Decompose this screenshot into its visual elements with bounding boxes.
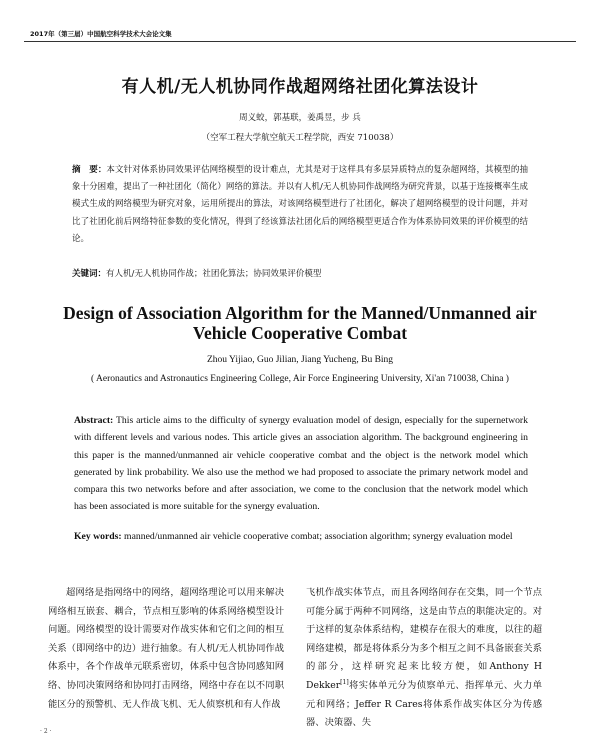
english-title xyxy=(60,303,540,343)
english-abstract-text: This article aims to the difficulty of synergy evaluation model of design, especially for the supernetwork with different levels and various nodes. This article gives an association algorithm. The background engineering in this paper is the manned/unmanned air vehicle cooperative combat and the object is the network model which generated by link probability. We also use the method we had proposed to associate the primary network model and compara this two networks before and after association, we come to the conclusion that the network model which has been associated is more suitable for the synergy evaluation. xyxy=(74,415,528,513)
chinese-keywords-label: 关键词： xyxy=(72,269,107,279)
page-number: · 2 · xyxy=(40,728,52,735)
chinese-abstract-label: 摘 要： xyxy=(72,165,107,175)
chinese-keywords-text: 有人机/无人机协同作战；社团化算法；协同效果评价模型 xyxy=(106,269,322,279)
english-title-line-1: Design of Association Algorithm for the Manned/Unmanned air xyxy=(63,303,537,323)
body-right-column xyxy=(306,584,542,733)
running-header: 2017年（第三届）中国航空科学技术大会论文集 xyxy=(30,30,172,38)
chinese-affiliation: （空军工程大学航空航天工程学院，西安 710038） xyxy=(201,133,399,143)
header-divider xyxy=(24,41,576,42)
body-left-column: 超网络是指网络中的网络，超网络理论可以用来解决网络相互嵌套、耦合，节点相互影响的体系网络模型设计问题。网络模型的设计需要对作战实体和它们之间的相互关系（即网络中的边）进行抽象。有人机/无人机协同作战体系中，各个作战单元联系密切，体系中包含协同感知网络、协同决策网络和协同打击网络，网络中存在以不同职能区分的预警机、无人作战飞机、无人侦察机和有人作战 xyxy=(48,587,284,710)
chinese-abstract-text: 本文针对体系协同效果评估网络模型的设计难点，尤其是对于这样具有多层异质特点的复杂超网络，其模型的抽象十分困难，提出了一种社团化（简化）网络的算法。并以有人机/无人机协同作战网络为研究背景，以基于连接概率生成模式生成的网络模型为研究对象，运用所提出的算法，对该网络模型进行了社团化，解决了超网络模型的设计问题，并对比了社团化前后网络特征参数的变化情况，得到了经该算法社团化后的网络模型更适合作为体系协同效果的评价模型的结论。 xyxy=(72,165,528,244)
chinese-title: 有人机/无人机协同作战超网络社团化算法设计 xyxy=(121,77,479,97)
chinese-authors: 周义蛟，郭基联，姜禹昱，步 兵 xyxy=(239,113,361,123)
right-column-text-end: 将实体单元分为侦察单元、指挥单元、火力单元和网络；Jeffer R Cares将体系作战实体区分为传感器、决策器、失 xyxy=(306,679,542,729)
english-abstract-label: Abstract: xyxy=(74,415,114,426)
chinese-abstract xyxy=(72,162,528,248)
english-affiliation: ( Aeronautics and Astronautics Engineering College, Air Force Engineering University, Xi'an 710038, China ) xyxy=(91,374,509,384)
english-keywords-label: Key words: xyxy=(74,531,122,542)
english-abstract xyxy=(74,412,528,516)
english-title-line-2: Vehicle Cooperative Combat xyxy=(192,323,408,343)
english-keywords-text: manned/unmanned air vehicle cooperative combat; association algorithm; synergy evaluation model xyxy=(121,531,513,542)
english-keywords xyxy=(74,528,592,545)
citation-reference: [1] xyxy=(340,678,349,686)
english-authors: Zhou Yijiao, Guo Jilian, Jiang Yucheng, Bu Bing xyxy=(206,355,394,365)
chinese-keywords xyxy=(72,267,528,281)
right-column-text-start: 飞机作战实体节点，而且各网络间存在交集，同一个节点可能分属于两种不同网络，这是由节点的职能决定的。对于这样的复杂体系结构，建模存在很大的难度，以往的超网络建模，都是将体系分为多个相互之间不具备嵌套关系的部分，这样研究起来比较方便，如Anthony H Dekker xyxy=(306,587,542,691)
